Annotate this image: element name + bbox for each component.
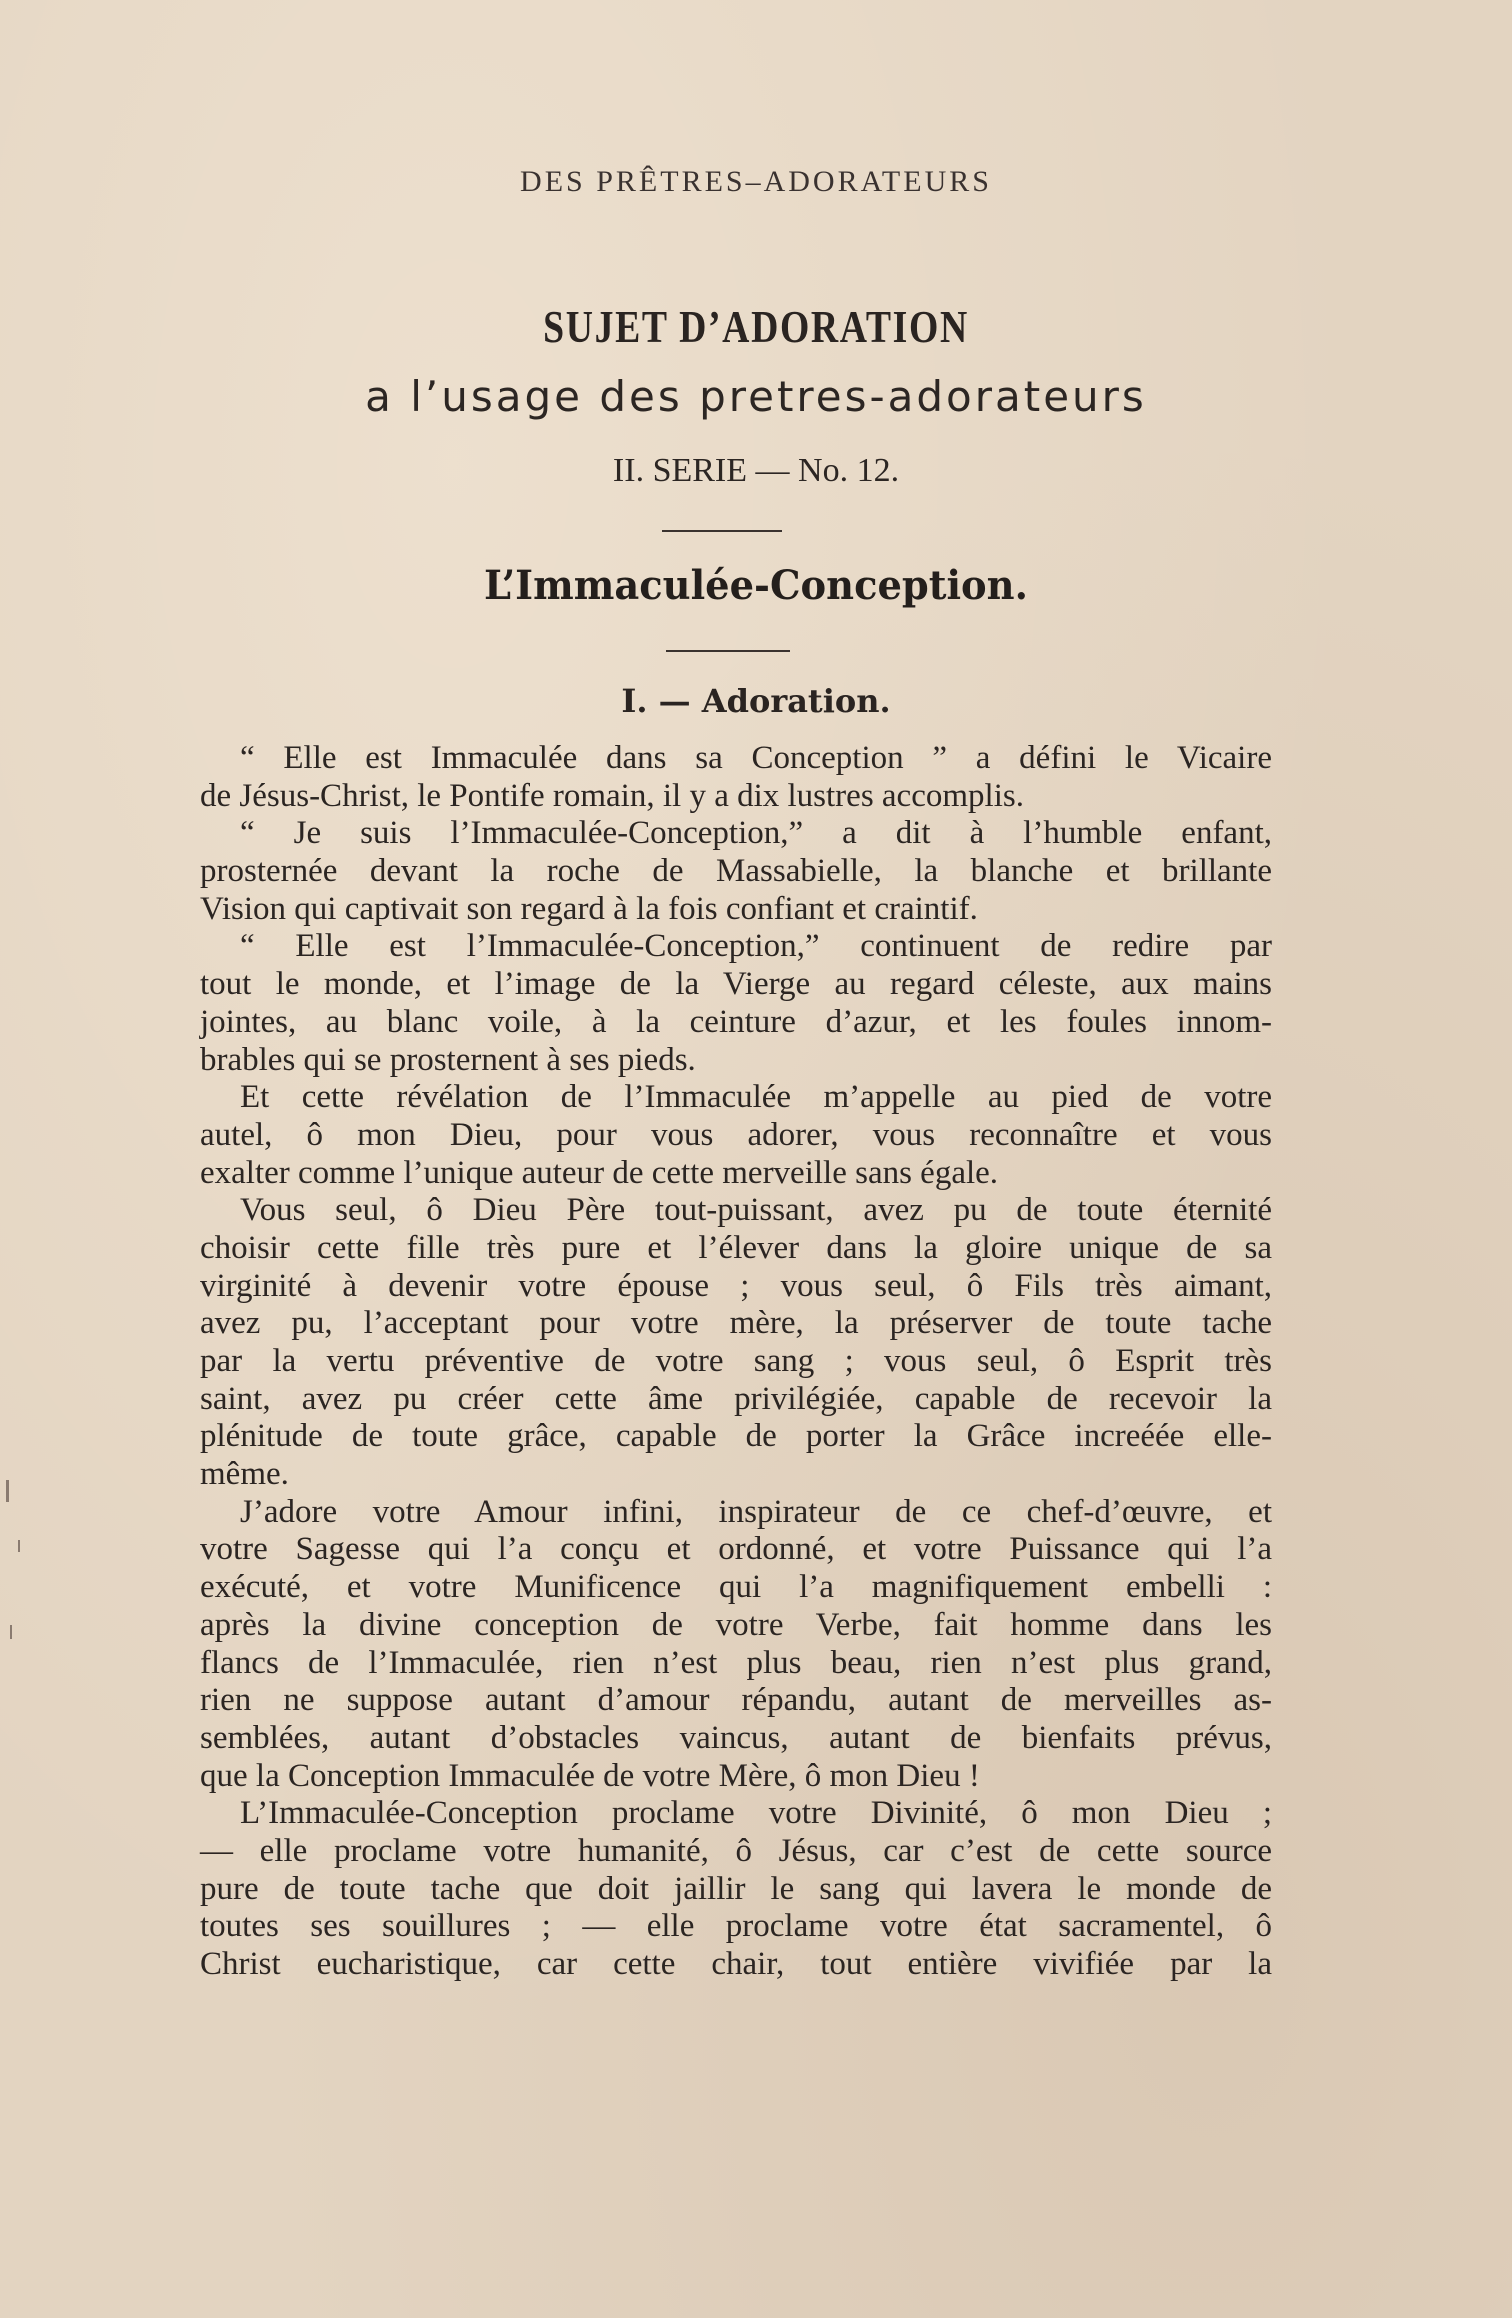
body-line: exalter comme l’unique auteur de cette merveille sans égale. — [200, 1154, 999, 1191]
body-line: jointes, au blanc voile, à la ceinture d’azur, et les foules innom- — [200, 1003, 1272, 1040]
body-line: rien ne suppose autant d’amour répandu, autant de merveilles as- — [200, 1682, 1272, 1719]
body-line: par la vertu préventive de votre sang ; vous seul, ô Esprit très — [200, 1343, 1272, 1379]
body-line: virginité à devenir votre épouse ; vous seul, ô Fils très aimant, — [200, 1267, 1272, 1304]
body-line: Et cette révélation de l’Immaculée m’appelle au pied de votre — [240, 1079, 1272, 1116]
body-line: semblées, autant d’obstacles vaincus, autant de bienfaits prévus, — [200, 1719, 1272, 1756]
document-title: SUJET D’ADORATION — [543, 301, 969, 352]
body-line: “ Je suis l’Immaculée-Conception,” a dit à l’humble enfant, — [240, 815, 1272, 852]
body-line: avez pu, l’acceptant pour votre mère, la préserver de toute tache — [200, 1305, 1272, 1342]
body-line: autel, ô mon Dieu, pour vous adorer, vous reconnaître et vous — [200, 1116, 1272, 1153]
divider-rule — [662, 530, 782, 532]
series-number: II. SERIE — No. 12. — [612, 452, 900, 489]
body-line: brables qui se prosternent à ses pieds. — [200, 1041, 696, 1078]
section-title: L’Immaculée-Conception. — [484, 562, 1028, 609]
body-line: Christ eucharistique, car cette chair, tout entière vivifiée par la — [200, 1946, 1272, 1982]
margin-mark — [10, 1625, 12, 1639]
body-line: après la divine conception de votre Verbe, fait homme dans les — [200, 1606, 1272, 1643]
body-line: L’Immaculée-Conception proclame votre Divinité, ô mon Dieu ; — [240, 1795, 1272, 1832]
body-line: saint, avez pu créer cette âme privilégiée, capable de recevoir la — [200, 1380, 1272, 1417]
body-line: même. — [200, 1456, 289, 1493]
body-line: de Jésus-Christ, le Pontife romain, il y a dix lustres accomplis. — [200, 777, 1024, 814]
margin-mark — [6, 1480, 9, 1502]
body-line: toutes ses souillures ; — elle proclame votre état sacramentel, ô — [200, 1908, 1272, 1945]
running-head: DES PRÊTRES–ADORATEURS — [520, 165, 992, 198]
body-line: plénitude de toute grâce, capable de porter la Grâce increéée elle- — [200, 1418, 1272, 1455]
body-line: choisir cette fille très pure et l’élever dans la gloire unique de sa — [200, 1229, 1272, 1266]
margin-mark — [18, 1540, 20, 1552]
body-line: — elle proclame votre humanité, ô Jésus, car c’est de cette source — [200, 1832, 1272, 1869]
body-line: flancs de l’Immaculée, rien n’est plus beau, rien n’est plus grand, — [200, 1644, 1272, 1681]
body-line: tout le monde, et l’image de la Vierge au regard céleste, aux mains — [200, 966, 1272, 1003]
body-line: J’adore votre Amour infini, inspirateur de ce chef-d’œuvre, et — [240, 1493, 1272, 1530]
body-line: pure de toute tache que doit jaillir le sang qui lavera le monde de — [200, 1870, 1272, 1907]
body-line: Vous seul, ô Dieu Père tout-puissant, avez pu de toute éternité — [240, 1192, 1272, 1229]
body-text — [200, 740, 1272, 1984]
body-line: prosternée devant la roche de Massabielle, la blanche et brillante — [200, 853, 1272, 890]
body-line: Vision qui captivait son regard à la fois confiant et craintif. — [200, 890, 978, 927]
body-line: “ Elle est l’Immaculée-Conception,” continuent de redire par — [240, 928, 1272, 965]
body-line: votre Sagesse qui l’a conçu et ordonné, et votre Puissance qui l’a — [200, 1531, 1272, 1568]
body-line: exécuté, et votre Munificence qui l’a magnifiquement embelli : — [200, 1569, 1272, 1606]
body-line: “ Elle est Immaculée dans sa Conception ” a défini le Vicaire — [240, 740, 1272, 776]
divider-rule — [666, 650, 790, 652]
subsection-heading: I. — Adoration. — [621, 682, 891, 720]
document-subtitle: a l’usage des pretres-adorateurs — [365, 372, 1147, 421]
body-line: que la Conception Immaculée de votre Mère, ô mon Dieu ! — [200, 1757, 980, 1794]
